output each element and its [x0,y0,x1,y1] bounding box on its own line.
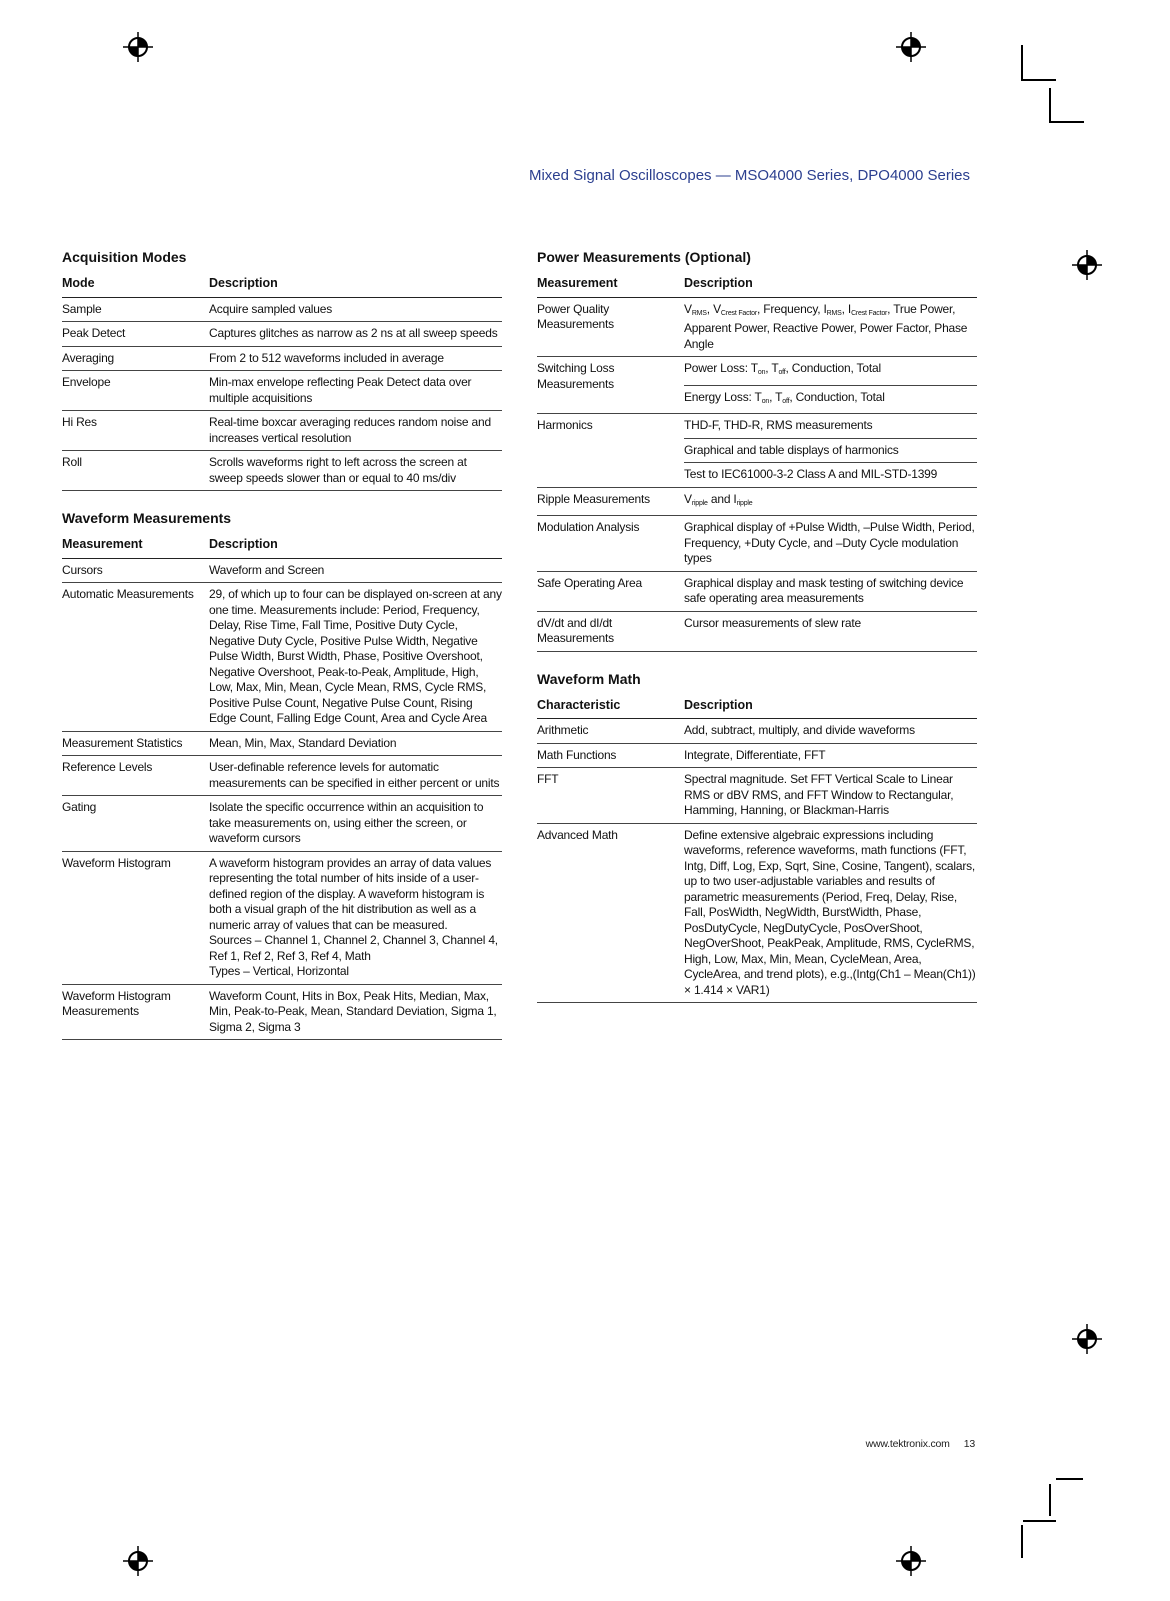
row-label: Peak Detect [62,322,209,347]
registration-mark-icon [1070,248,1104,282]
table-header-row [537,272,977,297]
table-row [537,611,977,651]
table-row [62,371,502,411]
table-row [537,516,977,572]
table-row [62,796,502,852]
table-row [62,731,502,756]
table-header-row [62,272,502,297]
table-row [537,823,977,1003]
row-description: $V_{ripple}$ and $I_{ripple}$ [684,487,977,516]
crop-mark [1049,1484,1051,1516]
table-row [62,451,502,491]
column-header: Mode [62,272,209,297]
row-label: Envelope [62,371,209,411]
registration-mark-icon [121,1544,155,1578]
row-label: Averaging [62,346,209,371]
table-row [537,768,977,824]
row-description [209,851,502,984]
row-label: Harmonics [537,414,684,488]
column-header: Measurement [62,533,209,558]
row-label: Arithmetic [537,719,684,744]
power-measurements-table [537,272,977,652]
row-label: Advanced Math [537,823,684,1003]
row-label: Power Quality Measurements [537,297,684,357]
section-title-acquisition-modes: Acquisition Modes [62,249,187,265]
row-label: Switching Loss Measurements [537,357,684,414]
row-description: Graphical and table displays of harmonics [684,438,977,463]
row-label: Cursors [62,558,209,583]
row-description: Cursor measurements of slew rate [684,611,977,651]
section-title-waveform-math: Waveform Math [537,670,641,687]
histogram-description: A waveform histogram provides an array of data values representing the total number of hits inside of a user-defined region of the display. A waveform histogram is both a visual graph of the hit distribution as well as a numeric array of values that can be measured. [209,855,492,932]
row-description: Power Loss: $T_{on}$, $T_{off}$, Conduction, Total [684,357,977,386]
row-description: 29, of which up to four can be displayed on-screen at any one time. Measurements include: Period, Frequency, Delay, Rise Time, Fall Time, Positive Duty Cycle, Negative Duty Cycle, Positive Pulse Width, Negative Pulse Width, Burst Width, Phase, Positive Overshoot, Negative Overshoot, Peak-to-Peak, Amplitude, High, Low, Max, Min, Mean, Cycle Mean, RMS, Cycle RMS, Positive Pulse Count, Negative Pulse Count, Rising Edge Count, Falling Edge Count, Area and Cycle Area [209,583,502,732]
row-label: Waveform Histogram Measurements [62,984,209,1040]
registration-mark-icon [1070,1322,1104,1356]
row-label: Automatic Measurements [62,583,209,732]
page-footer [866,1438,975,1450]
row-label: Safe Operating Area [537,571,684,611]
histogram-types: Types – Vertical, Horizontal [209,964,349,978]
section-title-waveform-measurements: Waveform Measurements [62,510,232,526]
table-header-row [62,533,502,558]
table-row [62,297,502,322]
table-row [62,851,502,984]
crop-mark [1021,1525,1023,1558]
table-row [62,346,502,371]
crop-mark [1023,1520,1056,1522]
registration-mark-icon [894,1544,928,1578]
row-label: Reference Levels [62,756,209,796]
row-label: Math Functions [537,743,684,768]
crop-mark [1056,1478,1083,1480]
row-description: Acquire sampled values [209,297,502,322]
table-row [537,297,977,357]
waveform-math-table [537,694,977,1004]
left-column [62,248,502,1040]
table-row [62,322,502,347]
column-header: Description [684,694,977,719]
table-row [62,558,502,583]
registration-mark-icon [894,30,928,64]
row-description: THD-F, THD-R, RMS measurements [684,414,977,439]
page-number: 13 [963,1438,975,1450]
table-row [537,743,977,768]
row-description: Mean, Min, Max, Standard Deviation [209,731,502,756]
column-header: Description [209,272,502,297]
row-description: User-definable reference levels for automatic measurements can be specified in either percent or units [209,756,502,796]
row-description: Isolate the specific occurrence within an acquisition to take measurements on, using either the screen, or waveform cursors [209,796,502,852]
row-label: dV/dt and dI/dt Measurements [537,611,684,651]
row-label: Sample [62,297,209,322]
row-description: Waveform and Screen [209,558,502,583]
table-row [62,583,502,732]
registration-mark-icon [121,30,155,64]
crop-mark [1049,88,1051,123]
row-label: Ripple Measurements [537,487,684,516]
row-description: Captures glitches as narrow as 2 ns at all sweep speeds [209,322,502,347]
row-description: Integrate, Differentiate, FFT [684,743,977,768]
column-header: Description [684,272,977,297]
row-description: Scrolls waveforms right to left across the screen at sweep speeds slower than or equal to 40 ms/div [209,451,502,491]
right-column [537,248,977,1003]
table-row [537,487,977,516]
row-label: Gating [62,796,209,852]
row-label: Modulation Analysis [537,516,684,572]
row-label: FFT [537,768,684,824]
column-header: Measurement [537,272,684,297]
page-header-title: Mixed Signal Oscilloscopes — MSO4000 Series, DPO4000 Series [528,167,970,184]
row-label: Measurement Statistics [62,731,209,756]
crop-mark [1021,79,1056,81]
column-header: Characteristic [537,694,684,719]
table-row [537,357,977,386]
row-description: Real-time boxcar averaging reduces random noise and increases vertical resolution [209,411,502,451]
row-description: Test to IEC61000-3-2 Class A and MIL-STD-1399 [684,463,977,488]
histogram-sources: Sources – Channel 1, Channel 2, Channel 3, Channel 4, Ref 1, Ref 2, Ref 3, Ref 4, Math [209,933,498,963]
table-row [537,719,977,744]
row-description: $V_{RMS}$, $V_{Crest Factor}$, Frequency, $I_{RMS}$, $I_{Crest Factor}$, True Power, Apparent Power, Reactive Power, Power Factor, Phase Angle [684,297,977,357]
footer-url[interactable]: www.tektronix.com [865,1438,950,1450]
waveform-measurements-table [62,533,502,1040]
row-description: Graphical display of +Pulse Width, –Pulse Width, Period, Frequency, +Duty Cycle, and –Duty Cycle modulation types [684,516,977,572]
table-header-row [537,694,977,719]
row-description: Graphical display and mask testing of switching device safe operating area measurements [684,571,977,611]
row-description: Energy Loss: $T_{on}$, $T_{off}$, Conduction, Total [684,385,977,414]
table-row [537,414,977,439]
acquisition-modes-table [62,272,502,491]
row-label: Waveform Histogram [62,851,209,984]
crop-mark [1021,45,1023,80]
table-row [62,411,502,451]
row-label: Roll [62,451,209,491]
row-description: Min-max envelope reflecting Peak Detect data over multiple acquisitions [209,371,502,411]
row-description: Waveform Count, Hits in Box, Peak Hits, Median, Max, Min, Peak-to-Peak, Mean, Standard Deviation, Sigma 1, Sigma 2, Sigma 3 [209,984,502,1040]
row-description: Define extensive algebraic expressions including waveforms, reference waveforms, math functions (FFT, Intg, Diff, Log, Exp, Sqrt, Sine, Cosine, Tangent), scalars, up to two user-adjustable variables and results of parametric measurements (Period, Freq, Delay, Rise, Fall, PosWidth, NegWidth, BurstWidth, Phase, PosDutyCycle, NegDutyCycle, PosOverShoot, NegOverShoot, PeakPeak, Amplitude, RMS, CycleRMS, High, Low, Max, Min, Mean, CycleMean, Area, CycleArea, and trend plots), e.g.,(Intg(Ch1 – Mean(Ch1)) × 1.414 × VAR1) [684,823,977,1003]
row-description: Spectral magnitude. Set FFT Vertical Scale to Linear RMS or dBV RMS, and FFT Window to Rectangular, Hamming, Hanning, or Blackman-Harris [684,768,977,824]
table-row [537,571,977,611]
row-label: Hi Res [62,411,209,451]
crop-mark [1049,121,1084,123]
table-row [62,984,502,1040]
section-title-power-measurements: Power Measurements (Optional) [537,249,751,265]
row-description: Add, subtract, multiply, and divide waveforms [684,719,977,744]
column-header: Description [209,533,502,558]
row-description: From 2 to 512 waveforms included in average [209,346,502,371]
table-row [62,756,502,796]
